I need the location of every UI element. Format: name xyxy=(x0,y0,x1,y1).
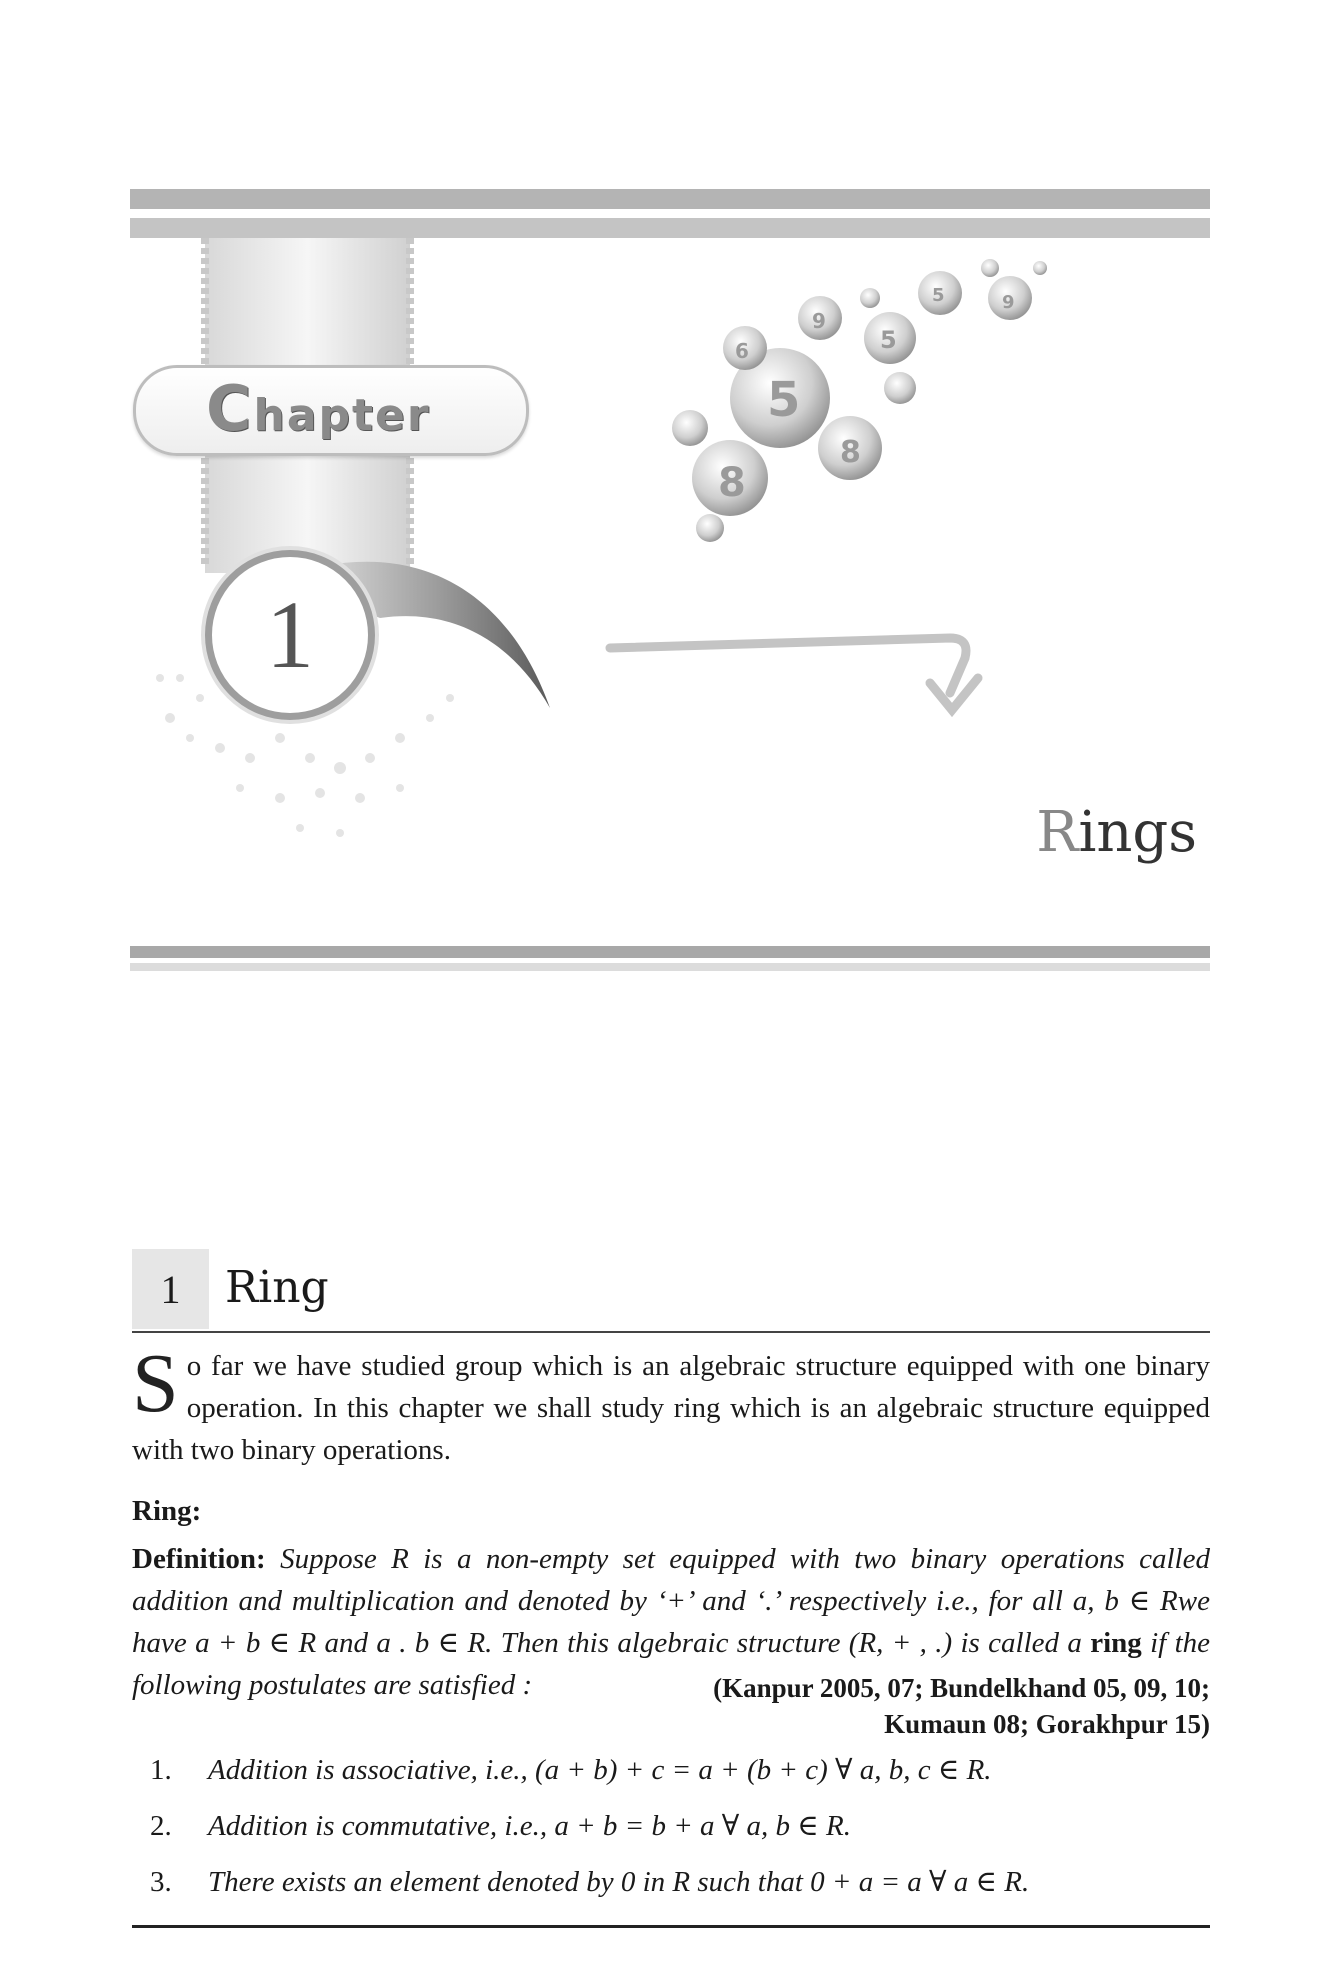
postulate-text: Addition is commutative, i.e., a + b = b + a ∀ a, b ∈ R. xyxy=(208,1810,851,1842)
top-stripe-2 xyxy=(130,218,1210,238)
svg-text:8: 8 xyxy=(840,435,861,470)
svg-text:8: 8 xyxy=(718,460,746,506)
postulate-number: 1. xyxy=(150,1754,172,1786)
definition-ring-word: ring xyxy=(1090,1627,1142,1659)
citation-line-2: Kumaun 08; Gorakhpur 15) xyxy=(884,1709,1210,1739)
postulate-text: There exists an element denoted by 0 in R such that 0 + a = a ∀ a ∈ R. xyxy=(208,1866,1030,1898)
intro-text: o far we have studied group which is an algebraic structure equipped with one binary operation. In this chapter we shall study ring which is an algebraic structure equipped with two binary operations. xyxy=(132,1350,1210,1466)
bottom-stripe-2 xyxy=(130,963,1210,971)
page-bottom-rule xyxy=(132,1925,1210,1928)
svg-text:5: 5 xyxy=(880,326,897,354)
definition-text-2: if the following postulates are satisfied : xyxy=(132,1627,1211,1701)
chapter-label-rest: hapter xyxy=(253,390,431,441)
chapter-title-rest: ings xyxy=(1078,800,1197,865)
postulate-item xyxy=(150,1752,1210,1787)
section-title: Ring xyxy=(225,1262,329,1313)
section-number: 1 xyxy=(160,1266,181,1312)
svg-text:9: 9 xyxy=(1002,292,1015,313)
chapter-label-initial: C xyxy=(206,372,254,445)
chapter-number: 1 xyxy=(266,581,314,688)
ring-heading: Ring: xyxy=(132,1495,202,1527)
svg-text:9: 9 xyxy=(812,309,826,333)
definition-label: Definition: xyxy=(132,1543,266,1575)
citation xyxy=(590,1670,1210,1742)
citation-line-1: (Kanpur 2005, 07; Bundelkhand 05, 09, 10; xyxy=(713,1673,1210,1703)
svg-text:5: 5 xyxy=(767,372,801,428)
svg-text:6: 6 xyxy=(735,339,749,363)
postulate-text: Addition is associative, i.e., (a + b) + c = a + (b + c) ∀ a, b, c ∈ R. xyxy=(208,1754,992,1786)
section-rule xyxy=(132,1331,1210,1333)
chapter-title-initial: R xyxy=(1036,800,1079,865)
postulate-item xyxy=(150,1808,1210,1843)
definition-text-1: Suppose R is a non-empty set equipped with two binary operations called addition and multiplication and denoted by ‘+’ and ‘.’ respectively i.e., for all a, b ∈ Rwe have a + b ∈ R and a . b ∈ R. Then this algebraic structure (R, + , .) is called a xyxy=(132,1543,1210,1659)
chapter-number-badge xyxy=(205,550,375,720)
chapter-label xyxy=(206,372,431,445)
postulate-number: 3. xyxy=(150,1866,172,1898)
section-number-box xyxy=(132,1249,209,1329)
svg-text:5: 5 xyxy=(932,285,945,306)
chapter-title xyxy=(1036,800,1197,865)
postulate-item xyxy=(150,1864,1210,1899)
intro-paragraph xyxy=(132,1337,1210,1471)
top-stripe-1 xyxy=(130,189,1210,209)
drop-cap: S xyxy=(132,1337,179,1430)
postulate-number: 2. xyxy=(150,1810,172,1842)
chapter-banner-art xyxy=(130,238,1210,848)
bottom-stripe-1 xyxy=(130,946,1210,958)
